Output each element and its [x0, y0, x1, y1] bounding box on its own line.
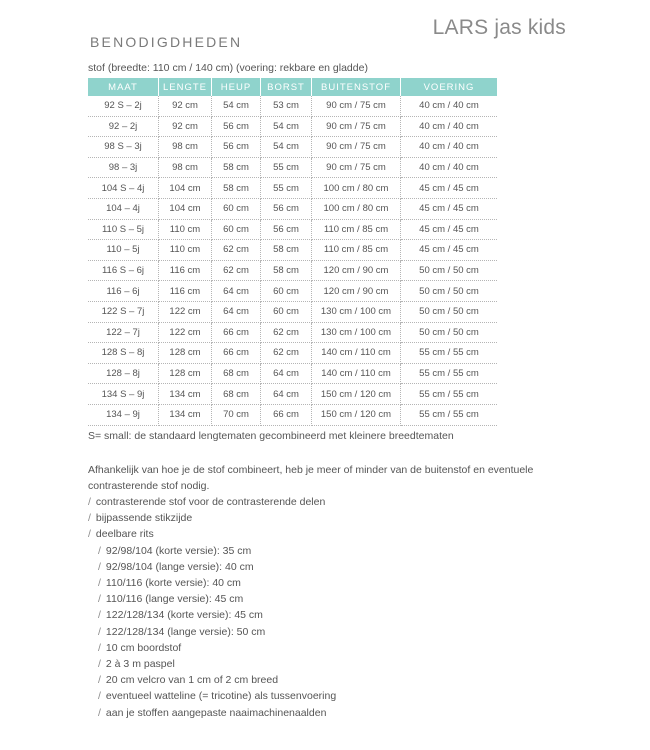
list-item-text: eventueel watteline (= tricotine) als tussenvoering [105, 690, 337, 703]
table-cell: 68 cm [212, 363, 261, 384]
table-cell: 104 S – 4j [88, 178, 159, 199]
table-cell: 62 cm [261, 322, 312, 343]
table-cell: 128 cm [159, 343, 212, 364]
list-item [88, 526, 336, 720]
table-cell: 66 cm [261, 404, 312, 425]
table-cell: 104 – 4j [88, 198, 159, 219]
table-cell: 55 cm / 55 cm [401, 343, 498, 364]
list-item-text: aan je stoffen aangepaste naaimachinenaalden [105, 706, 327, 719]
table-cell: 134 cm [159, 384, 212, 405]
table-cell: 40 cm / 40 cm [401, 137, 498, 158]
table-cell: 56 cm [261, 219, 312, 240]
table-cell: 140 cm / 110 cm [312, 363, 401, 384]
list-item-text: deelbare rits [95, 528, 154, 541]
table-cell: 64 cm [212, 281, 261, 302]
table-cell: 150 cm / 120 cm [312, 404, 401, 425]
list-item [88, 510, 336, 526]
list-item-text: 92/98/104 (lange versie): 40 cm [105, 560, 254, 573]
table-cell: 116 cm [159, 281, 212, 302]
table-cell: 54 cm [261, 116, 312, 137]
table-cell: 55 cm / 55 cm [401, 384, 498, 405]
table-cell: 60 cm [212, 198, 261, 219]
table-cell: 66 cm [212, 322, 261, 343]
list-item-text: bijpassende stikzijde [95, 512, 193, 525]
table-cell: 92 cm [159, 96, 212, 116]
table-cell: 58 cm [261, 260, 312, 281]
table-row [88, 363, 497, 384]
slash-bullet: / [98, 609, 101, 622]
table-cell: 64 cm [212, 301, 261, 322]
table-row [88, 157, 497, 178]
slash-bullet: / [98, 625, 101, 638]
list-item [98, 575, 336, 591]
table-cell: 116 – 6j [88, 281, 159, 302]
table-cell: 90 cm / 75 cm [312, 96, 401, 116]
table-cell: 45 cm / 45 cm [401, 240, 498, 261]
size-footnote: S= small: de standaard lengtematen gecombineerd met kleinere breedtematen [88, 430, 454, 442]
table-cell: 50 cm / 50 cm [401, 281, 498, 302]
table-cell: 66 cm [212, 343, 261, 364]
table-cell: 58 cm [212, 157, 261, 178]
table-cell: 110 – 5j [88, 240, 159, 261]
table-cell: 134 cm [159, 404, 212, 425]
table-cell: 122 – 7j [88, 322, 159, 343]
table-cell: 54 cm [212, 96, 261, 116]
list-item-text: 92/98/104 (korte versie): 35 cm [105, 544, 252, 557]
list-item [98, 559, 336, 575]
table-cell: 56 cm [212, 116, 261, 137]
slash-bullet: / [98, 690, 101, 703]
table-cell: 60 cm [261, 301, 312, 322]
slash-bullet: / [98, 674, 101, 687]
table-cell: 110 S – 5j [88, 219, 159, 240]
table-cell: 104 cm [159, 198, 212, 219]
header-maat: MAAT [88, 78, 159, 96]
table-cell: 70 cm [212, 404, 261, 425]
list-item [98, 672, 336, 688]
table-cell: 116 cm [159, 260, 212, 281]
table-cell: 90 cm / 75 cm [312, 137, 401, 158]
table-cell: 62 cm [212, 240, 261, 261]
list-item [98, 607, 336, 623]
fabric-width-note: stof (breedte: 110 cm / 140 cm) (voering: rekbare en gladde) [88, 62, 368, 74]
table-cell: 128 cm [159, 363, 212, 384]
slash-bullet: / [98, 641, 101, 654]
slash-bullet: / [88, 528, 91, 541]
table-cell: 45 cm / 45 cm [401, 178, 498, 199]
table-cell: 53 cm [261, 96, 312, 116]
table-cell: 62 cm [212, 260, 261, 281]
table-row [88, 116, 497, 137]
table-cell: 58 cm [261, 240, 312, 261]
table-row [88, 178, 497, 199]
table-cell: 134 – 9j [88, 404, 159, 425]
table-cell: 50 cm / 50 cm [401, 301, 498, 322]
table-cell: 98 cm [159, 137, 212, 158]
table-cell: 40 cm / 40 cm [401, 116, 498, 137]
table-row [88, 281, 497, 302]
table-row [88, 198, 497, 219]
table-cell: 60 cm [212, 219, 261, 240]
list-item-text: contrasterende stof voor de contrasterende delen [95, 496, 326, 508]
slash-bullet: / [98, 544, 101, 557]
slash-bullet: / [98, 560, 101, 573]
table-cell: 55 cm / 55 cm [401, 363, 498, 384]
table-cell: 56 cm [212, 137, 261, 158]
table-cell: 130 cm / 100 cm [312, 322, 401, 343]
table-cell: 140 cm / 110 cm [312, 343, 401, 364]
header-voering: VOERING [401, 78, 498, 96]
table-cell: 60 cm [261, 281, 312, 302]
slash-bullet: / [88, 512, 91, 525]
table-cell: 116 S – 6j [88, 260, 159, 281]
table-cell: 134 S – 9j [88, 384, 159, 405]
list-item-text: 2 à 3 m paspel [105, 658, 175, 671]
header-lengte: LENGTE [159, 78, 212, 96]
table-cell: 68 cm [212, 384, 261, 405]
table-row [88, 404, 497, 425]
table-cell: 128 S – 8j [88, 343, 159, 364]
table-row [88, 219, 497, 240]
list-item [88, 494, 336, 510]
table-cell: 92 S – 2j [88, 96, 159, 116]
slash-bullet: / [88, 496, 91, 508]
table-cell: 110 cm / 85 cm [312, 219, 401, 240]
table-cell: 98 cm [159, 157, 212, 178]
zipper-sublist [88, 543, 336, 721]
table-cell: 64 cm [261, 363, 312, 384]
table-row [88, 343, 497, 364]
list-item [98, 656, 336, 672]
table-cell: 55 cm [261, 178, 312, 199]
table-row [88, 96, 497, 116]
table-cell: 104 cm [159, 178, 212, 199]
header-borst: BORST [261, 78, 312, 96]
table-row [88, 137, 497, 158]
section-heading: BENODIGDHEDEN [90, 34, 243, 50]
table-cell: 122 S – 7j [88, 301, 159, 322]
list-item [98, 688, 336, 704]
table-cell: 56 cm [261, 198, 312, 219]
table-cell: 64 cm [261, 384, 312, 405]
table-row [88, 322, 497, 343]
table-row [88, 301, 497, 322]
table-cell: 40 cm / 40 cm [401, 96, 498, 116]
list-item [98, 705, 336, 721]
table-cell: 98 – 3j [88, 157, 159, 178]
table-cell: 110 cm [159, 240, 212, 261]
slash-bullet: / [98, 577, 101, 590]
list-item-text: 110/116 (lange versie): 45 cm [105, 593, 244, 606]
table-cell: 40 cm / 40 cm [401, 157, 498, 178]
slash-bullet: / [98, 658, 101, 671]
list-item-text: 110/116 (korte versie): 40 cm [105, 577, 241, 590]
table-cell: 55 cm [261, 157, 312, 178]
slash-bullet: / [98, 593, 101, 606]
table-row [88, 384, 497, 405]
table-cell: 45 cm / 45 cm [401, 198, 498, 219]
header-buitenstof: BUITENSTOF [312, 78, 401, 96]
table-cell: 50 cm / 50 cm [401, 322, 498, 343]
size-table [88, 78, 497, 426]
table-cell: 122 cm [159, 322, 212, 343]
table-row [88, 260, 497, 281]
table-cell: 110 cm [159, 219, 212, 240]
table-cell: 100 cm / 80 cm [312, 198, 401, 219]
slash-bullet: / [98, 706, 101, 719]
table-cell: 45 cm / 45 cm [401, 219, 498, 240]
list-item [98, 543, 336, 559]
table-cell: 58 cm [212, 178, 261, 199]
list-item-text: 122/128/134 (korte versie): 45 cm [105, 609, 263, 622]
table-cell: 110 cm / 85 cm [312, 240, 401, 261]
brand-title: LARS jas kids [432, 16, 566, 39]
table-cell: 98 S – 3j [88, 137, 159, 158]
table-cell: 128 – 8j [88, 363, 159, 384]
list-item [98, 591, 336, 607]
table-cell: 62 cm [261, 343, 312, 364]
table-header-row [88, 78, 497, 96]
table-cell: 54 cm [261, 137, 312, 158]
table-cell: 90 cm / 75 cm [312, 157, 401, 178]
list-item [98, 624, 336, 640]
table-cell: 120 cm / 90 cm [312, 281, 401, 302]
supplies-list [88, 494, 336, 721]
table-cell: 100 cm / 80 cm [312, 178, 401, 199]
table-cell: 50 cm / 50 cm [401, 260, 498, 281]
table-cell: 120 cm / 90 cm [312, 260, 401, 281]
list-item-text: 10 cm boordstof [105, 641, 182, 654]
table-row [88, 240, 497, 261]
table-cell: 92 – 2j [88, 116, 159, 137]
intro-paragraph: Afhankelijk van hoe je de stof combineert, heb je meer of minder van de buitenstof en eventuele contrasterende stof nodig. [88, 464, 534, 492]
header-heup: HEUP [212, 78, 261, 96]
table-cell: 150 cm / 120 cm [312, 384, 401, 405]
list-item-text: 122/128/134 (lange versie): 50 cm [105, 625, 266, 638]
table-cell: 130 cm / 100 cm [312, 301, 401, 322]
table-cell: 55 cm / 55 cm [401, 404, 498, 425]
table-cell: 90 cm / 75 cm [312, 116, 401, 137]
list-item-text: 20 cm velcro van 1 cm of 2 cm breed [105, 674, 279, 687]
list-item [98, 640, 336, 656]
table-cell: 92 cm [159, 116, 212, 137]
table-cell: 122 cm [159, 301, 212, 322]
